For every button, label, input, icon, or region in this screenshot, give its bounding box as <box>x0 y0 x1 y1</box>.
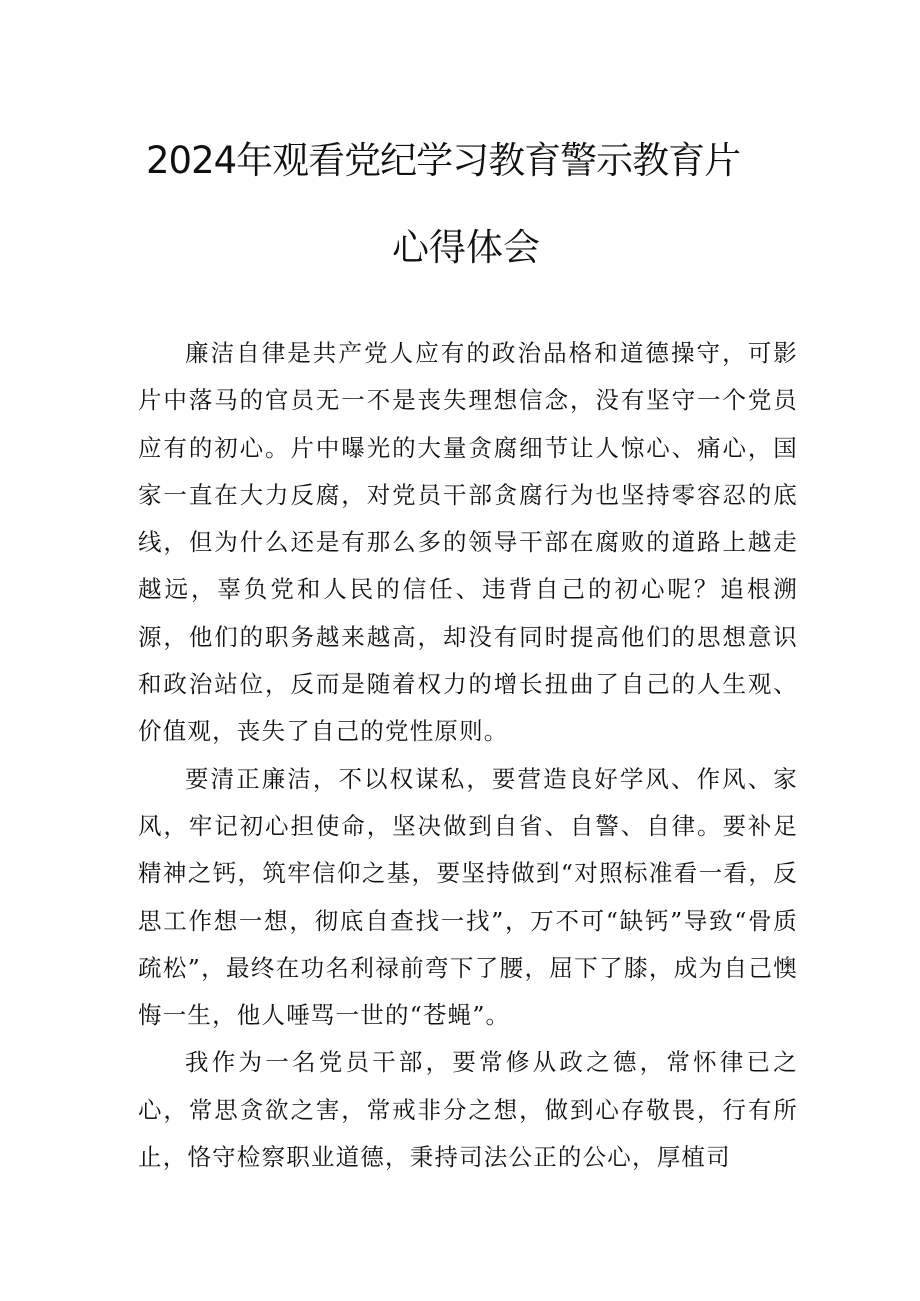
paragraph-2: 要清正廉洁，不以权谋私，要营造良好学风、作风、家风，牢记初心担使命，坚决做到自省、自警、自律。要补足精神之钙，筑牢信仰之基，要坚持做到“对照标准看一看，反思工作想一想，彻底自查找一找”，万不可“缺钙”导致“骨质疏松”，最终在功名利禄前弯下了腰，屈下了膝，成为自己懊悔一生，他人唾骂一世的“苍蝇”。 <box>138 764 798 1030</box>
document-title-line-2: 心得体会 <box>392 226 540 269</box>
document-body <box>138 330 798 1181</box>
paragraph-3: 我作为一名党员干部，要常修从政之德，常怀律已之心，常思贪欲之害，常戒非分之想，做到心存敬畏，行有所止，恪守检察职业道德，秉持司法公正的公心，厚植司 <box>138 1048 798 1172</box>
document-title-line-1: 2024年观看党纪学习教育警示教育片 <box>146 139 741 182</box>
paragraph-1: 廉洁自律是共产党人应有的政治品格和道德操守，可影片中落马的官员无一不是丧失理想信念，没有坚守一个党员应有的初心。片中曝光的大量贪腐细节让人惊心、痛心，国家一直在大力反腐，对党员干部贪腐行为也坚持零容忍的底线，但为什么还是有那么多的领导干部在腐败的道路上越走越远，辜负党和人民的信任、违背自己的初心呢？追根溯源，他们的职务越来越高，却没有同时提高他们的思想意识和政治站位，反而是随着权力的增长扭曲了自己的人生观、价值观，丧失了自己的党性原则。 <box>138 339 798 746</box>
